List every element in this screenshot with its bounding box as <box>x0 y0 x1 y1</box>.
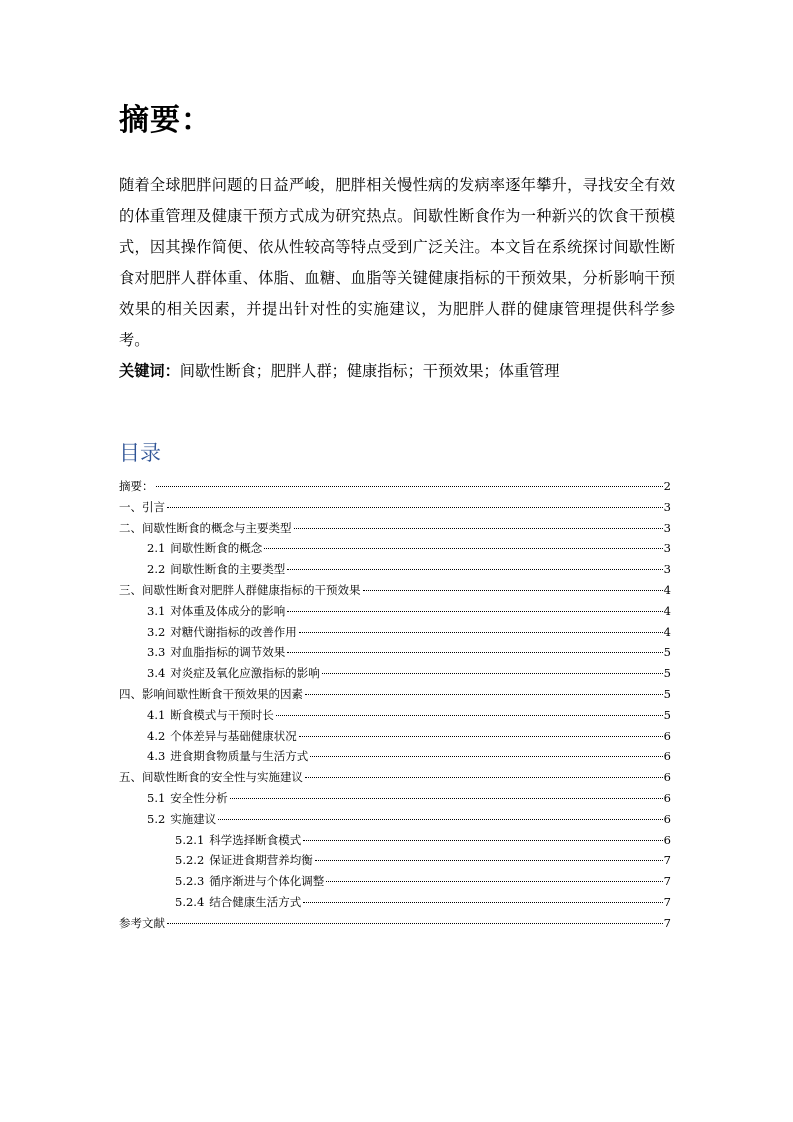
toc-title: 目录 <box>119 441 161 465</box>
toc-entry-title: 进食期食物质量与生活方式 <box>170 749 309 764</box>
toc-entry-title: 保证进食期营养均衡 <box>209 853 313 868</box>
toc-entry[interactable] <box>119 684 671 705</box>
toc-entry[interactable] <box>119 663 671 684</box>
toc-entry-number: 4.2 <box>147 728 166 743</box>
toc-entry-page-number: 3 <box>663 499 671 514</box>
toc-entry-title: 对糖代谢指标的改善作用 <box>170 624 297 639</box>
toc-dot-leader <box>310 756 662 757</box>
toc-dot-leader <box>167 923 663 924</box>
toc-dot-leader <box>303 902 662 903</box>
toc-entry-number: 5.2.3 <box>175 874 205 889</box>
toc-entry-page-number: 5 <box>663 686 671 701</box>
toc-entry[interactable] <box>119 871 671 892</box>
toc-dot-leader <box>276 715 663 716</box>
toc-dot-leader <box>156 486 663 487</box>
toc-dot-leader <box>305 777 663 778</box>
toc-dot-leader <box>305 694 663 695</box>
toc-entry-page-number: 3 <box>663 520 671 535</box>
toc-entry-title: 对体重及体成分的影响 <box>170 603 286 618</box>
toc-dot-leader <box>218 819 662 820</box>
toc-entry-page-number: 5 <box>663 666 671 681</box>
toc-entry-title: 间歇性断食的概念 <box>170 541 263 556</box>
toc-entry-number: 3.3 <box>147 645 166 660</box>
toc-entry-page-number: 7 <box>663 853 671 868</box>
toc-entry-title: 三、间歇性断食对肥胖人群健康指标的干预效果 <box>119 582 361 597</box>
toc-entry-number: 5.2.1 <box>175 832 205 847</box>
toc-dot-leader <box>322 673 663 674</box>
toc-entry-title: 参考文献 <box>119 915 165 930</box>
toc-dot-leader <box>264 548 662 549</box>
toc-entry-title: 一、引言 <box>119 499 165 514</box>
toc-entry-title: 断食模式与干预时长 <box>170 707 274 722</box>
toc-dot-leader <box>303 840 662 841</box>
table-of-contents <box>119 476 671 934</box>
toc-entry-title: 个体差异与基础健康状况 <box>170 728 297 743</box>
toc-entry-page-number: 2 <box>663 479 671 493</box>
toc-entry[interactable] <box>119 476 671 497</box>
toc-entry[interactable] <box>119 497 671 518</box>
toc-entry[interactable] <box>119 580 671 601</box>
toc-dot-leader <box>287 569 662 570</box>
toc-entry-page-number: 3 <box>663 562 671 577</box>
toc-entry-number: 5.2.2 <box>175 853 205 868</box>
toc-entry-page-number: 6 <box>663 811 671 826</box>
keywords-text: 间歇性断食；肥胖人群；健康指标；干预效果；体重管理 <box>179 362 560 380</box>
abstract-body: 随着全球肥胖问题的日益严峻，肥胖相关慢性病的发病率逐年攀升，寻找安全有效的体重管理及健康干预方式成为研究热点。间歇性断食作为一种新兴的饮食干预模式，因其操作简便、依从性较高等特点受到广泛关注。本文旨在系统探讨间歇性断食对肥胖人群体重、体脂、血糖、血脂等关键健康指标的干预效果，分析影响干预效果的相关因素，并提出针对性的实施建议，为肥胖人群的健康管理提供科学参考。 <box>119 176 675 349</box>
toc-entry-title: 二、间歇性断食的概念与主要类型 <box>119 520 292 535</box>
toc-entry-page-number: 4 <box>663 603 671 618</box>
toc-dot-leader <box>167 507 663 508</box>
toc-entry[interactable] <box>119 518 671 539</box>
toc-entry-title: 对血脂指标的调节效果 <box>170 645 286 660</box>
toc-entry[interactable] <box>119 788 671 809</box>
toc-entry-page-number: 6 <box>663 790 671 805</box>
toc-entry-page-number: 3 <box>663 541 671 556</box>
toc-entry[interactable] <box>119 601 671 622</box>
toc-dot-leader <box>363 590 663 591</box>
toc-entry-number: 3.4 <box>147 666 166 681</box>
toc-entry-number: 5.2.4 <box>175 894 205 909</box>
toc-entry[interactable] <box>119 767 671 788</box>
toc-dot-leader <box>294 528 663 529</box>
toc-entry[interactable] <box>119 913 671 934</box>
toc-entry-page-number: 4 <box>663 582 671 597</box>
toc-entry-number: 3.1 <box>147 603 166 618</box>
toc-entry-title: 实施建议 <box>170 811 217 826</box>
toc-entry[interactable] <box>119 642 671 663</box>
toc-entry-page-number: 7 <box>663 874 671 889</box>
keywords-line <box>119 357 675 385</box>
toc-entry-title: 间歇性断食的主要类型 <box>170 562 286 577</box>
toc-entry-page-number: 6 <box>663 832 671 847</box>
toc-entry-number: 5.2 <box>147 811 166 826</box>
toc-entry[interactable] <box>119 809 671 830</box>
toc-entry-page-number: 7 <box>663 915 671 930</box>
toc-entry-page-number: 4 <box>663 624 671 639</box>
toc-dot-leader <box>287 611 662 612</box>
toc-entry-number: 3.2 <box>147 624 166 639</box>
toc-entry[interactable] <box>119 726 671 747</box>
toc-entry-title: 五、间歇性断食的安全性与实施建议 <box>119 770 303 785</box>
keywords-label: 关键词： <box>119 362 180 380</box>
toc-entry-title: 结合健康生活方式 <box>209 894 302 909</box>
toc-entry[interactable] <box>119 892 671 913</box>
toc-entry[interactable] <box>119 746 671 767</box>
toc-entry-page-number: 5 <box>663 645 671 660</box>
toc-entry-page-number: 6 <box>663 749 671 764</box>
toc-dot-leader <box>299 736 663 737</box>
toc-dot-leader <box>326 881 662 882</box>
toc-entry[interactable] <box>119 705 671 726</box>
toc-entry-number: 4.1 <box>147 707 166 722</box>
toc-entry-number: 5.1 <box>147 790 166 805</box>
toc-dot-leader <box>299 632 663 633</box>
toc-entry-title: 摘要： <box>119 479 154 493</box>
toc-entry-page-number: 6 <box>663 770 671 785</box>
toc-entry-number: 2.2 <box>147 562 166 577</box>
toc-entry[interactable] <box>119 559 671 580</box>
toc-entry-title: 对炎症及氧化应激指标的影响 <box>170 666 320 681</box>
toc-dot-leader <box>287 652 662 653</box>
toc-entry-page-number: 7 <box>663 894 671 909</box>
toc-entry-number: 4.3 <box>147 749 166 764</box>
toc-entry-page-number: 6 <box>663 728 671 743</box>
toc-entry-title: 科学选择断食模式 <box>209 832 302 847</box>
toc-entry-page-number: 5 <box>663 707 671 722</box>
toc-entry-title: 四、影响间歇性断食干预效果的因素 <box>119 686 303 701</box>
toc-entry[interactable] <box>119 538 671 559</box>
toc-entry-title: 安全性分析 <box>170 790 228 805</box>
abstract-heading: 摘要： <box>119 103 212 138</box>
toc-entry[interactable] <box>119 850 671 871</box>
toc-entry-title: 循序渐进与个体化调整 <box>209 874 325 889</box>
toc-entry-number: 2.1 <box>147 541 166 556</box>
toc-entry[interactable] <box>119 830 671 851</box>
toc-entry[interactable] <box>119 622 671 643</box>
toc-dot-leader <box>315 860 663 861</box>
toc-dot-leader <box>230 798 663 799</box>
